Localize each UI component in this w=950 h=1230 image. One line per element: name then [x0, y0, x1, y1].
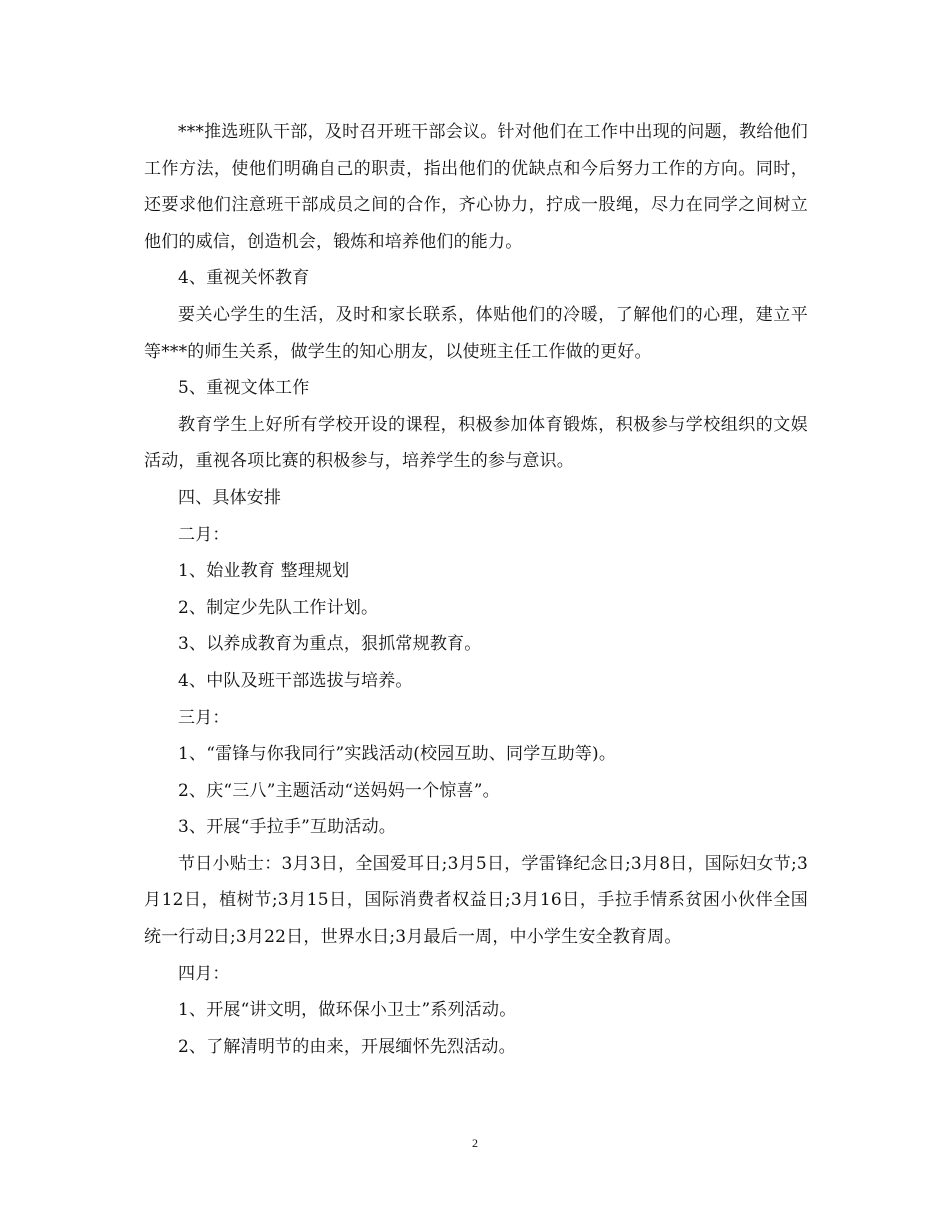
month-march: 三月：	[178, 707, 230, 728]
document-body	[144, 114, 808, 1065]
heading-schedule: 四、具体安排	[178, 487, 282, 508]
paragraph-holiday-tips: 节日小贴士：3月3日，全国爱耳日;3月5日，学雷锋纪念日;3月8日，国际妇女节;3月12日，植树节;3月15日，国际消费者权益日;3月16日，手拉手情系贫困小伙伴全国统一行动日;3月22日，世界水日;3月最后一周，中小学生安全教育周。	[144, 853, 808, 948]
heading-care-education: 4、重视关怀教育	[178, 268, 310, 289]
list-item: 1、“雷锋与你我同行”实践活动(校园互助、同学互助等)。	[178, 744, 617, 765]
month-february: 二月：	[178, 524, 230, 545]
list-item: 1、始业教育 整理规划	[178, 561, 350, 582]
list-item: 2、了解清明节的由来，开展缅怀先烈活动。	[178, 1036, 516, 1057]
paragraph-care-education: 要关心学生的生活，及时和家长联系，体贴他们的冷暖，了解他们的心理，建立平等***的师生关系，做学生的知心朋友，以使班主任工作做的更好。	[144, 304, 808, 362]
list-item: 1、开展“讲文明，做环保小卫士”系列活动。	[178, 1000, 517, 1021]
month-april: 四月：	[178, 963, 230, 984]
list-item: 3、以养成教育为重点，狠抓常规教育。	[178, 634, 482, 655]
list-item: 4、中队及班干部选拔与培养。	[178, 670, 413, 691]
list-item: 2、庆“三八”主题活动“送妈妈一个惊喜”。	[178, 780, 500, 801]
paragraph-sports-arts: 教育学生上好所有学校开设的课程，积极参加体育锻炼，积极参与学校组织的文娱活动，重视各项比赛的积极参与，培养学生的参与意识。	[144, 414, 808, 472]
page-number: 2	[472, 1136, 478, 1150]
heading-sports-arts: 5、重视文体工作	[178, 378, 310, 399]
list-item: 3、开展“手拉手”互助活动。	[178, 817, 396, 838]
list-item: 2、制定少先队工作计划。	[178, 597, 379, 618]
paragraph-class-cadre: ***推选班队干部，及时召开班干部会议。针对他们在工作中出现的问题，教给他们工作方法，使他们明确自己的职责，指出他们的优缺点和今后努力工作的方向。同时，还要求他们注意班干部成员之间的合作，齐心协力，拧成一股绳，尽力在同学之间树立他们的威信，创造机会，锻炼和培养他们的能力。	[144, 122, 808, 252]
